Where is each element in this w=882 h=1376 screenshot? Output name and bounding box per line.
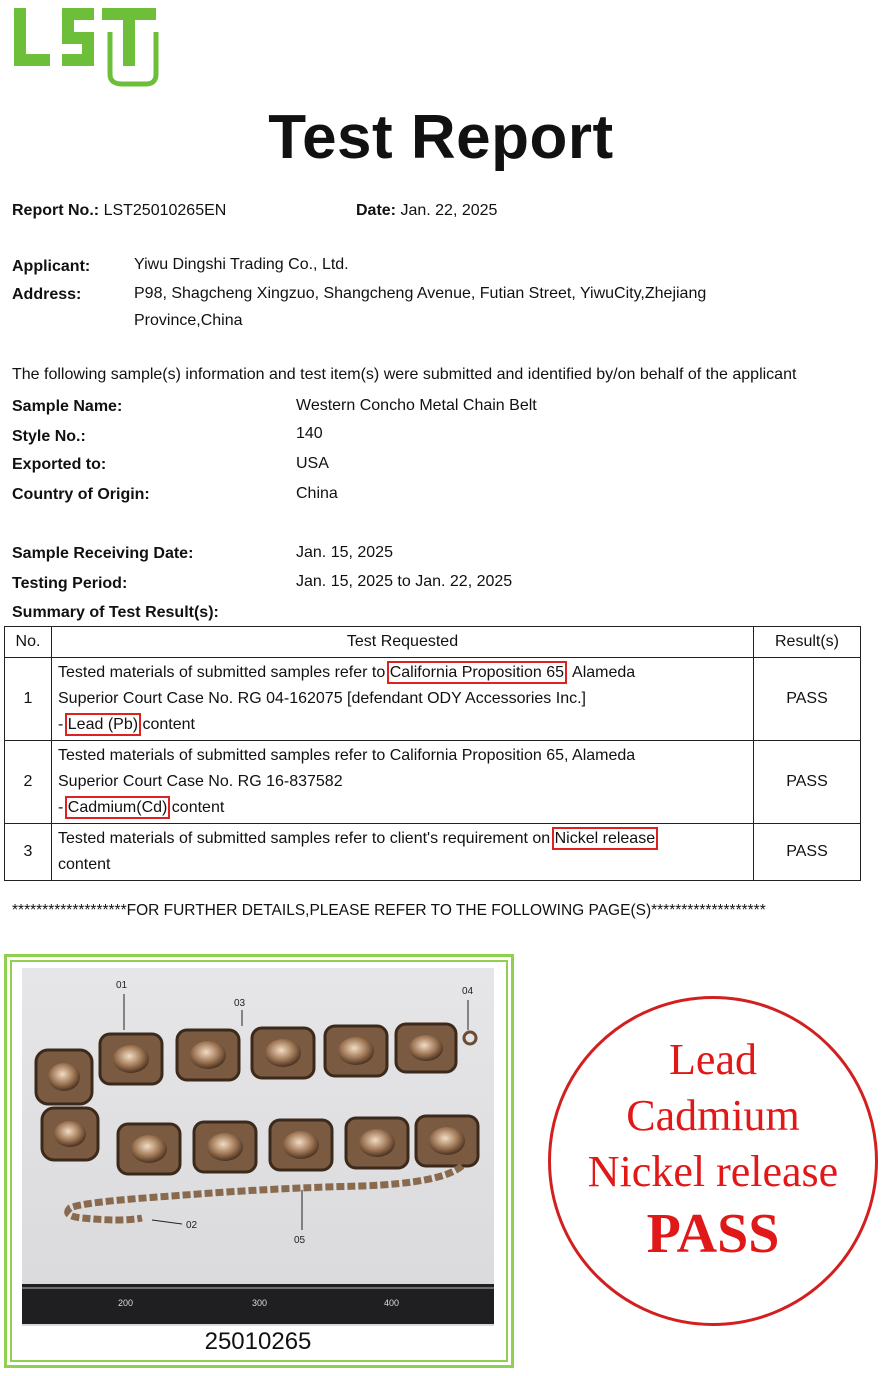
stamp-line-nickel: Nickel release [587, 1147, 839, 1196]
row-no: 1 [5, 658, 52, 741]
callout-05: 05 [294, 1235, 306, 1246]
testing-period-label: Testing Period: [12, 575, 128, 592]
ruler-mark-300: 300 [252, 1298, 268, 1308]
photo-caption: 25010265 [204, 1328, 312, 1355]
origin-label: Country of Origin: [12, 486, 150, 503]
receiving-date-label: Sample Receiving Date: [12, 545, 194, 562]
applicant-value: Yiwu Dingshi Trading Co., Ltd. [134, 256, 349, 273]
receiving-date-value: Jan. 15, 2025 [296, 544, 393, 561]
belt-photo [22, 968, 494, 1326]
row-test: Tested materials of submitted samples refer to California Proposition 65, Alameda Superior Court Case No. RG 04-162075 [defendant ODY Accessories Inc.] - Lead (Pb) content [52, 658, 754, 741]
concho-left-curl [36, 1050, 98, 1160]
ruler-mark-200: 200 [118, 1298, 134, 1308]
table-row [5, 658, 861, 741]
highlight-nickel: Nickel release [554, 830, 656, 847]
callout-04: 04 [462, 986, 474, 997]
row-result: PASS [754, 824, 861, 881]
address-label: Address: [12, 286, 82, 303]
row-test: Tested materials of submitted samples refer to California Proposition 65, Alameda Superior Court Case No. RG 16-837582 - Cadmium(Cd) content [52, 741, 754, 824]
callout-02: 02 [186, 1220, 198, 1231]
highlight-lead: Lead (Pb) [67, 716, 139, 733]
stamp-line-lead: Lead [669, 1035, 757, 1084]
callout-03: 03 [234, 998, 246, 1009]
highlight-prop65: California Proposition 65 [389, 664, 565, 681]
summary-label: Summary of Test Result(s): [12, 604, 219, 621]
style-no-value: 140 [296, 425, 323, 442]
concho-row-upper [100, 1024, 476, 1084]
applicant-label: Applicant: [12, 258, 91, 275]
stamp-line-cadmium: Cadmium [626, 1091, 800, 1140]
results-table [4, 626, 861, 881]
col-test-header: Test Requested [52, 627, 754, 658]
testing-period-value: Jan. 15, 2025 to Jan. 22, 2025 [296, 573, 513, 590]
report-number: Report No.: LST25010265EN [12, 202, 227, 219]
origin-value: China [296, 485, 338, 502]
belt-illustration [22, 968, 494, 1326]
report-date: Date: Jan. 22, 2025 [356, 202, 498, 219]
exported-value: USA [296, 455, 329, 472]
table-row [5, 824, 861, 881]
stamp-line-pass: PASS [646, 1203, 780, 1265]
further-details-note: *******************FOR FURTHER DETAILS,PLEASE REFER TO THE FOLLOWING PAGE(S)******************* [12, 902, 766, 919]
exported-label: Exported to: [12, 456, 107, 473]
row-result: PASS [754, 741, 861, 824]
table-header-row [5, 627, 861, 658]
callout-01: 01 [116, 980, 128, 991]
row-no: 3 [5, 824, 52, 881]
address-line-2: Province,China [134, 312, 243, 329]
page-title: Test Report [268, 103, 614, 172]
highlight-cadmium: Cadmium(Cd) [67, 799, 168, 816]
concho-row-lower [118, 1116, 478, 1174]
table-row [5, 741, 861, 824]
col-no-header: No. [5, 627, 52, 658]
style-no-label: Style No.: [12, 428, 86, 445]
row-no: 2 [5, 741, 52, 824]
lst-logo [10, 4, 160, 88]
sample-name-label: Sample Name: [12, 398, 123, 415]
sample-name-value: Western Concho Metal Chain Belt [296, 397, 537, 414]
row-result: PASS [754, 658, 861, 741]
ruler-mark-400: 400 [384, 1298, 400, 1308]
intro-text: The following sample(s) information and test item(s) were submitted and identified by/on behalf of the applicant [12, 366, 797, 383]
col-result-header: Result(s) [754, 627, 861, 658]
row-test: Tested materials of submitted samples refer to client's requirement on Nickel release content [52, 824, 754, 881]
address-line-1: P98, Shagcheng Xingzuo, Shangcheng Avenue, Futian Street, YiwuCity,Zhejiang [134, 285, 707, 302]
